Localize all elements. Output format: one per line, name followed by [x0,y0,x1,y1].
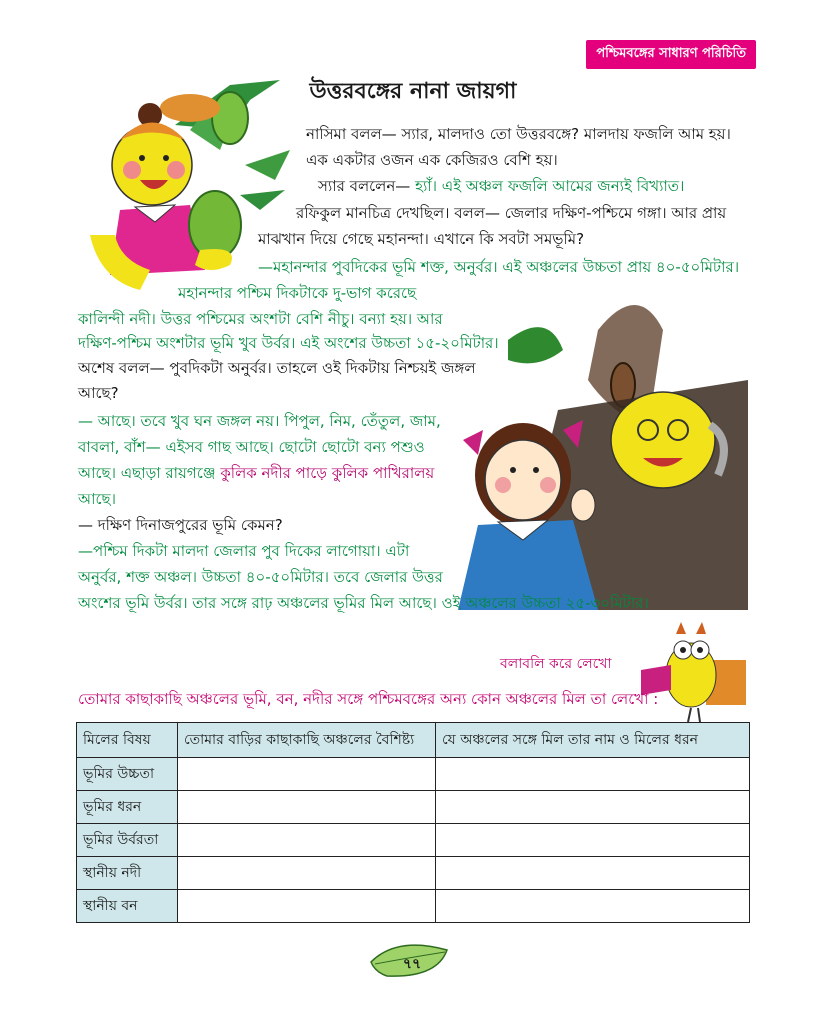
passage-line [78,411,441,431]
passage-line [78,567,443,587]
passage-text: দক্ষিণ-পশ্চিম অংশটার ভূমি খুব উর্বর। এই অংশের উচ্চতা ১৫-২০মিটার। [78,334,499,352]
passage-text: অনুর্বর, শক্ত অঞ্চল। উচ্চতা ৪০-৫০মিটার। তবে জেলার উত্তর [78,568,443,586]
passage-line [78,358,476,378]
passage-line [296,203,726,223]
table-row [77,857,750,890]
answer-cell[interactable] [436,890,750,923]
chapter-tag: পশ্চিমবঙ্গের সাধারণ পরিচিতি [586,40,756,69]
answer-cell[interactable] [436,824,750,857]
passage-text: নাসিমা বলল— স্যার, মালদাও তো উত্তরবঙ্গে? মালদায় ফজলি আম হয়। [306,125,731,143]
row-label: স্থানীয় নদী [77,857,178,890]
passage-text: — দক্ষিণ দিনাজপুরের ভূমি কেমন? [78,516,283,534]
table-row [77,758,750,791]
page-title: উত্তরবঙ্গের নানা জায়গা [309,79,517,104]
passage-line [178,283,416,303]
row-label: স্থানীয় বন [77,890,178,923]
answer-cell[interactable] [178,791,436,824]
passage-text: আছে। [78,490,116,508]
passage-text: —পশ্চিম দিকটা মালদা জেলার পুব দিকের লাগোয়া। এটা [78,542,410,560]
passage-line [318,176,684,196]
passage-line [78,383,119,403]
comparison-table [76,722,750,923]
passage-line [78,593,649,613]
page-number-leaf [367,940,457,980]
table-row [77,791,750,824]
table-header-cell: তোমার বাড়ির কাছাকাছি অঞ্চলের বৈশিষ্ট্য [178,723,436,758]
table-header-cell: যে অঞ্চলের সঙ্গে মিল তার নাম ও মিলের ধরন [436,723,750,758]
passage-line [258,229,584,249]
task-instruction: তোমার কাছাকাছি অঞ্চলের ভূমি, বন, নদীর সঙ্গে পশ্চিমবঙ্গের অন্য কোন অঞ্চলের মিল তা লেখো : [78,690,659,708]
passage-text: কালিন্দী নদী। উত্তর পশ্চিমের অংশটা বেশি নীচু। বন্যা হয়। আর [78,310,443,328]
passage-line [78,309,443,329]
passage-line [78,333,499,353]
passage-text: অশেষ বলল— পুবদিকটা অনুর্বর। তাহলে ওই দিকটায় নিশ্চয়ই জঙ্গল [78,359,476,377]
answer-cell[interactable] [436,791,750,824]
row-label: ভূমির ধরন [77,791,178,824]
passage-line [78,515,283,535]
passage-text: — আছে। তবে খুব ঘন জঙ্গল নয়। পিপুল, নিম, তেঁতুল, জাম, [78,412,441,430]
passage-text: মাঝখান দিয়ে গেছে মহানন্দা। এখানে কি সবটা সমভূমি? [258,230,585,248]
passage-line [78,489,116,509]
passage-text: কুলিক নদীর পাড়ে কুলিক পাখিরালয় [220,464,435,482]
passage-text: হ্যাঁ। এই অঞ্চল ফজলি আমের জন্যই বিখ্যাত। [415,177,685,195]
passage-text: আছে? [78,384,119,402]
passage-text: আছে। এছাড়া রায়গঞ্জে [78,464,221,482]
table-header-row [77,723,750,758]
table-row [77,890,750,923]
row-label: ভূমির উচ্চতা [77,758,178,791]
answer-cell[interactable] [436,857,750,890]
table-row [77,824,750,857]
passage-line [78,437,425,457]
passage-line [258,257,739,277]
passage-text: রফিকুল মানচিত্র দেখছিল। বলল— জেলার দক্ষিণ-পশ্চিমে গঙ্গা। আর প্রায় [296,204,727,222]
passage-text: —মহানন্দার পুবদিকের ভূমি শক্ত, অনুর্বর। এই অঞ্চলের উচ্চতা প্রায় ৪০-৫০মিটার। [258,258,740,276]
passage-text: অংশের ভূমি উর্বর। তার সঙ্গে রাঢ় অঞ্চলের ভূমির মিল আছে। ওই অঞ্চলের উচ্চতা ২৫-৩০মিটার। [78,594,649,612]
table-header-cell: মিলের বিষয় [77,723,178,758]
answer-cell[interactable] [178,890,436,923]
answer-cell[interactable] [178,824,436,857]
page-number: ৭৭ [402,956,422,972]
passage-line [78,541,409,561]
answer-cell[interactable] [178,857,436,890]
passage-line [78,463,434,483]
passage-text: মহানন্দার পশ্চিম দিকটাকে দু-ভাগ করেছে [178,284,417,302]
task-label: বলাবলি করে লেখো [500,656,612,672]
passage-text: স্যার বললেন— [318,177,416,195]
answer-cell[interactable] [436,758,750,791]
row-label: ভূমির উর্বরতা [77,824,178,857]
passage-text: এক একটার ওজন এক কেজিরও বেশি হয়। [306,151,558,169]
passage-line [306,150,558,170]
passage-line [306,124,731,144]
passage-text: বাবলা, বাঁশ— এইসব গাছ আছে। ছোটো ছোটো বন্য পশুও [78,438,425,456]
answer-cell[interactable] [178,758,436,791]
